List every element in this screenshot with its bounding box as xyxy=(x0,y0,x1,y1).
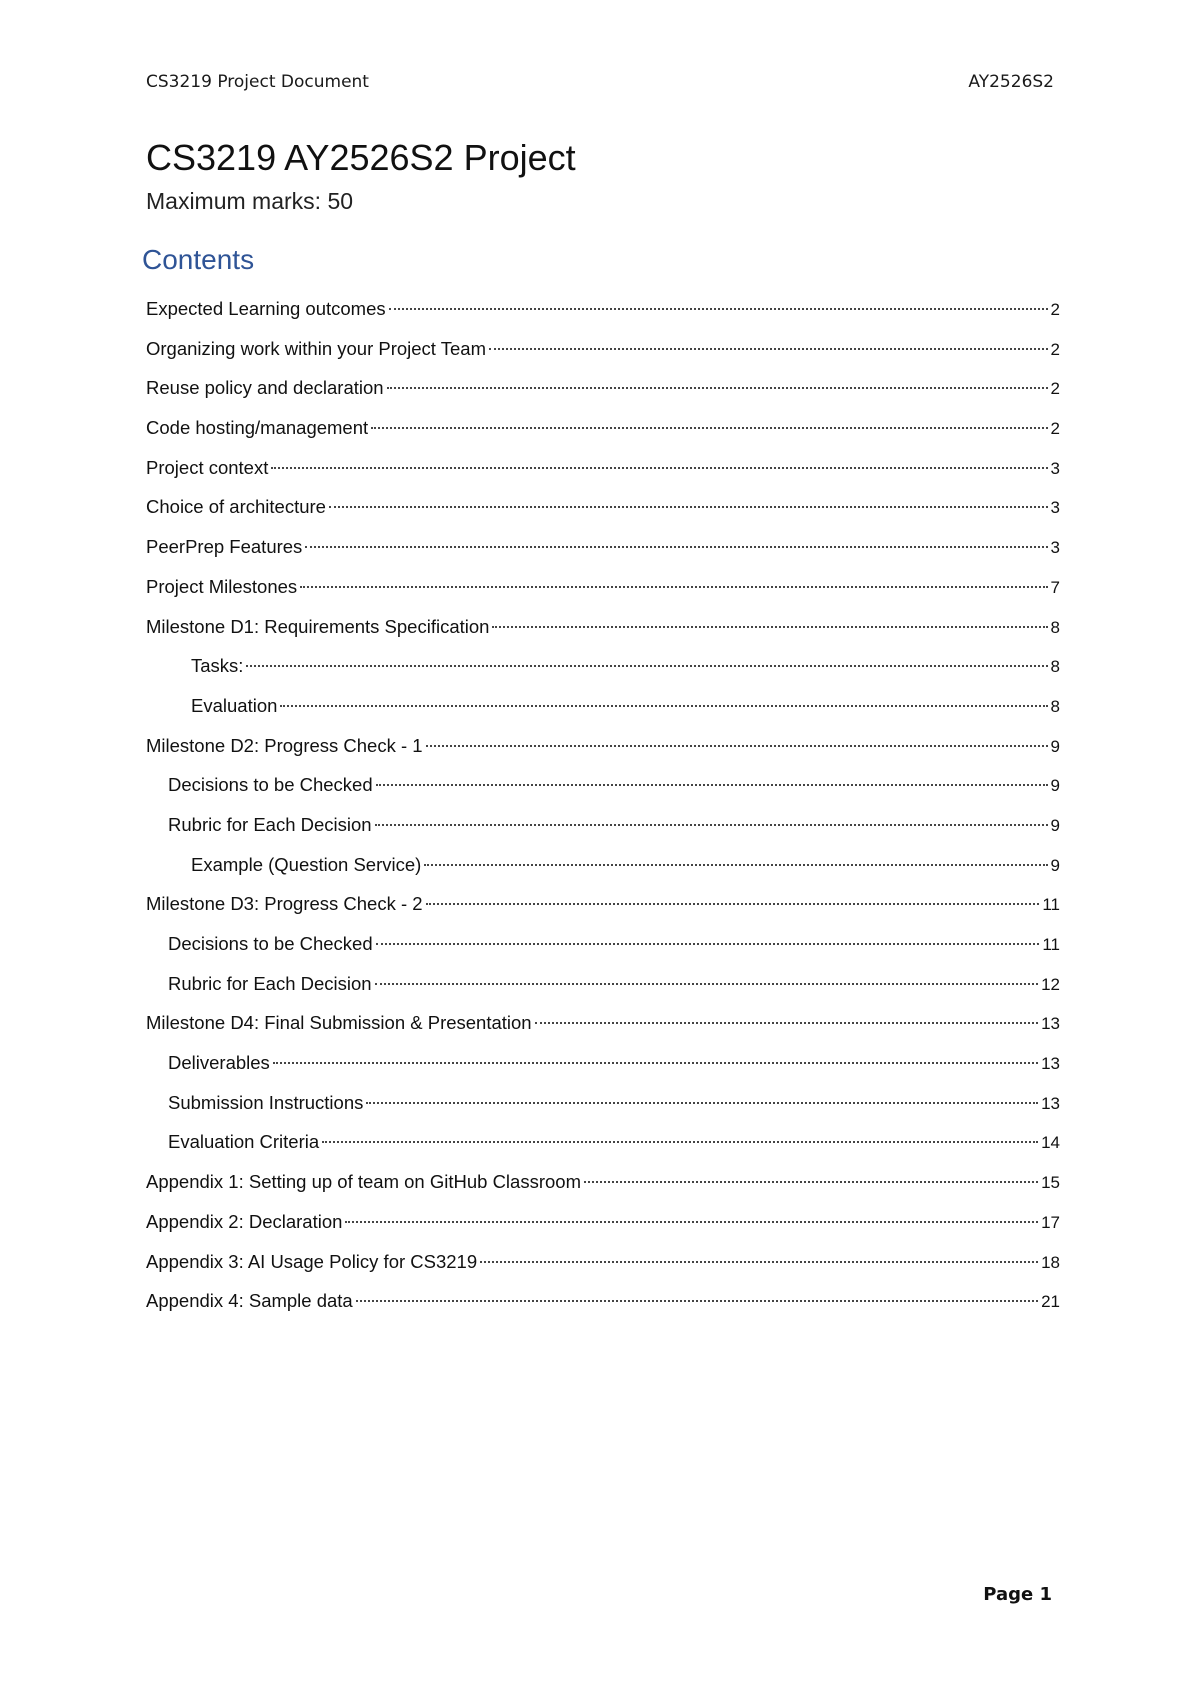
toc-entry-title: Tasks: xyxy=(191,655,244,677)
toc-dot-leader xyxy=(366,1102,1038,1104)
toc-entry[interactable] xyxy=(146,1052,1060,1092)
toc-entry-page-number: 21 xyxy=(1041,1292,1060,1312)
toc-dot-leader xyxy=(246,665,1047,667)
toc-dot-leader xyxy=(280,705,1047,707)
toc-entry-title: Reuse policy and declaration xyxy=(146,377,384,399)
toc-entry[interactable] xyxy=(146,933,1060,973)
toc-entry[interactable] xyxy=(146,854,1060,894)
toc-dot-leader xyxy=(371,427,1047,429)
toc-entry-title: Milestone D3: Progress Check - 2 xyxy=(146,893,423,915)
toc-entry[interactable] xyxy=(146,576,1060,616)
page-header xyxy=(146,72,1054,96)
toc-entry[interactable] xyxy=(146,1251,1060,1291)
toc-entry-title: Appendix 3: AI Usage Policy for CS3219 xyxy=(146,1250,478,1272)
toc-entry[interactable] xyxy=(146,1211,1060,1251)
toc-entry-page-number: 7 xyxy=(1050,577,1060,597)
toc-entry-title: Appendix 2: Declaration xyxy=(146,1210,343,1232)
toc-entry-title: Project Milestones xyxy=(146,575,298,597)
toc-dot-leader xyxy=(345,1221,1038,1223)
toc-entry-title: Rubric for Each Decision xyxy=(168,813,372,835)
toc-entry-page-number: 18 xyxy=(1041,1252,1060,1272)
toc-entry-title: Appendix 1: Setting up of team on GitHub Classroom xyxy=(146,1171,581,1193)
toc-entry-page-number: 3 xyxy=(1050,458,1060,478)
toc-entry-title: Submission Instructions xyxy=(168,1091,364,1113)
toc-dot-leader xyxy=(375,983,1038,985)
toc-entry-title: Choice of architecture xyxy=(146,496,326,518)
header-document-name: CS3219 Project Document xyxy=(146,72,369,92)
toc-dot-leader xyxy=(273,1062,1038,1064)
document-subtitle: Maximum marks: 50 xyxy=(146,188,354,214)
toc-entry-page-number: 8 xyxy=(1050,617,1060,637)
toc-entry-title: PeerPrep Features xyxy=(146,536,303,558)
toc-entry-title: Evaluation Criteria xyxy=(168,1131,320,1153)
toc-dot-leader xyxy=(584,1181,1038,1183)
toc-entry-title: Decisions to be Checked xyxy=(168,933,373,954)
toc-entry-title: Project context xyxy=(146,456,269,478)
toc-entry[interactable] xyxy=(146,814,1060,854)
toc-entry-title: Milestone D4: Final Submission & Presentation xyxy=(146,1012,532,1034)
toc-dot-leader xyxy=(480,1261,1038,1263)
toc-entry-title: Milestone D2: Progress Check - 1 xyxy=(146,734,423,756)
toc-dot-leader xyxy=(387,387,1048,389)
toc-entry[interactable] xyxy=(146,457,1060,497)
toc-entry-page-number: 11 xyxy=(1042,935,1060,954)
toc-entry[interactable] xyxy=(146,1131,1060,1171)
toc-entry-page-number: 13 xyxy=(1041,1014,1060,1034)
toc-entry[interactable] xyxy=(146,655,1060,695)
toc-entry-page-number: 3 xyxy=(1050,498,1060,518)
toc-entry[interactable] xyxy=(146,377,1060,417)
toc-dot-leader xyxy=(305,546,1047,548)
toc-dot-leader xyxy=(389,308,1048,310)
toc-dot-leader xyxy=(271,467,1047,469)
toc-entry-title: Evaluation xyxy=(191,694,278,716)
toc-heading: Contents xyxy=(142,244,255,275)
toc-entry-page-number: 13 xyxy=(1041,1054,1060,1074)
toc-entry-page-number: 8 xyxy=(1050,696,1060,716)
toc-entry[interactable] xyxy=(146,496,1060,536)
table-of-contents xyxy=(146,298,1060,1330)
toc-dot-leader xyxy=(426,745,1048,747)
toc-entry-page-number: 9 xyxy=(1050,855,1060,875)
toc-dot-leader xyxy=(322,1141,1038,1143)
toc-dot-leader xyxy=(376,943,1040,945)
toc-entry[interactable] xyxy=(146,536,1060,576)
toc-entry[interactable] xyxy=(146,1012,1060,1052)
toc-entry[interactable] xyxy=(146,774,1060,814)
document-title: CS3219 AY2526S2 Project xyxy=(146,137,576,178)
toc-entry-page-number: 9 xyxy=(1050,815,1060,835)
toc-entry-page-number: 2 xyxy=(1050,379,1060,399)
toc-entry-title: Organizing work within your Project Team xyxy=(146,337,486,359)
toc-dot-leader xyxy=(424,864,1047,866)
toc-entry-title: Appendix 4: Sample data xyxy=(146,1290,353,1312)
toc-entry-page-number: 13 xyxy=(1041,1093,1060,1113)
toc-entry[interactable] xyxy=(146,893,1060,933)
toc-entry-page-number: 9 xyxy=(1050,776,1060,796)
toc-dot-leader xyxy=(375,824,1048,826)
page-number: Page 1 xyxy=(983,1584,1052,1605)
toc-entry-page-number: 2 xyxy=(1050,419,1060,439)
toc-entry-page-number: 3 xyxy=(1050,538,1060,558)
toc-entry-page-number: 11 xyxy=(1042,895,1060,915)
toc-entry-page-number: 12 xyxy=(1041,974,1060,994)
toc-dot-leader xyxy=(356,1300,1038,1302)
toc-entry-page-number: 2 xyxy=(1050,339,1060,359)
toc-entry[interactable] xyxy=(146,1171,1060,1211)
toc-entry-page-number: 17 xyxy=(1041,1212,1060,1232)
toc-dot-leader xyxy=(492,626,1047,628)
header-term: AY2526S2 xyxy=(968,72,1054,92)
toc-dot-leader xyxy=(535,1022,1038,1024)
toc-entry[interactable] xyxy=(146,695,1060,735)
toc-entry-page-number: 9 xyxy=(1050,736,1060,756)
toc-entry-page-number: 15 xyxy=(1041,1173,1060,1193)
toc-dot-leader xyxy=(426,903,1040,905)
toc-dot-leader xyxy=(376,784,1048,786)
toc-entry[interactable] xyxy=(146,735,1060,775)
toc-entry-title: Milestone D1: Requirements Specification xyxy=(146,615,490,637)
toc-entry-title: Decisions to be Checked xyxy=(168,774,373,796)
toc-dot-leader xyxy=(329,506,1048,508)
toc-dot-leader xyxy=(489,348,1048,350)
toc-entry-page-number: 14 xyxy=(1041,1133,1060,1153)
toc-entry-title: Example (Question Service) xyxy=(191,853,422,875)
toc-entry-title: Rubric for Each Decision xyxy=(168,972,372,994)
toc-entry[interactable] xyxy=(146,616,1060,656)
toc-entry-page-number: 2 xyxy=(1050,300,1060,319)
toc-entry[interactable] xyxy=(146,298,1060,338)
toc-entry[interactable] xyxy=(146,973,1060,1013)
toc-entry[interactable] xyxy=(146,1092,1060,1132)
toc-dot-leader xyxy=(300,586,1047,588)
toc-entry[interactable] xyxy=(146,417,1060,457)
toc-entry-title: Deliverables xyxy=(168,1052,270,1074)
toc-entry[interactable] xyxy=(146,338,1060,378)
toc-entry[interactable] xyxy=(146,1290,1060,1330)
toc-entry-title: Expected Learning outcomes xyxy=(146,298,386,319)
toc-entry-title: Code hosting/management xyxy=(146,417,369,439)
toc-entry-page-number: 8 xyxy=(1050,657,1060,677)
